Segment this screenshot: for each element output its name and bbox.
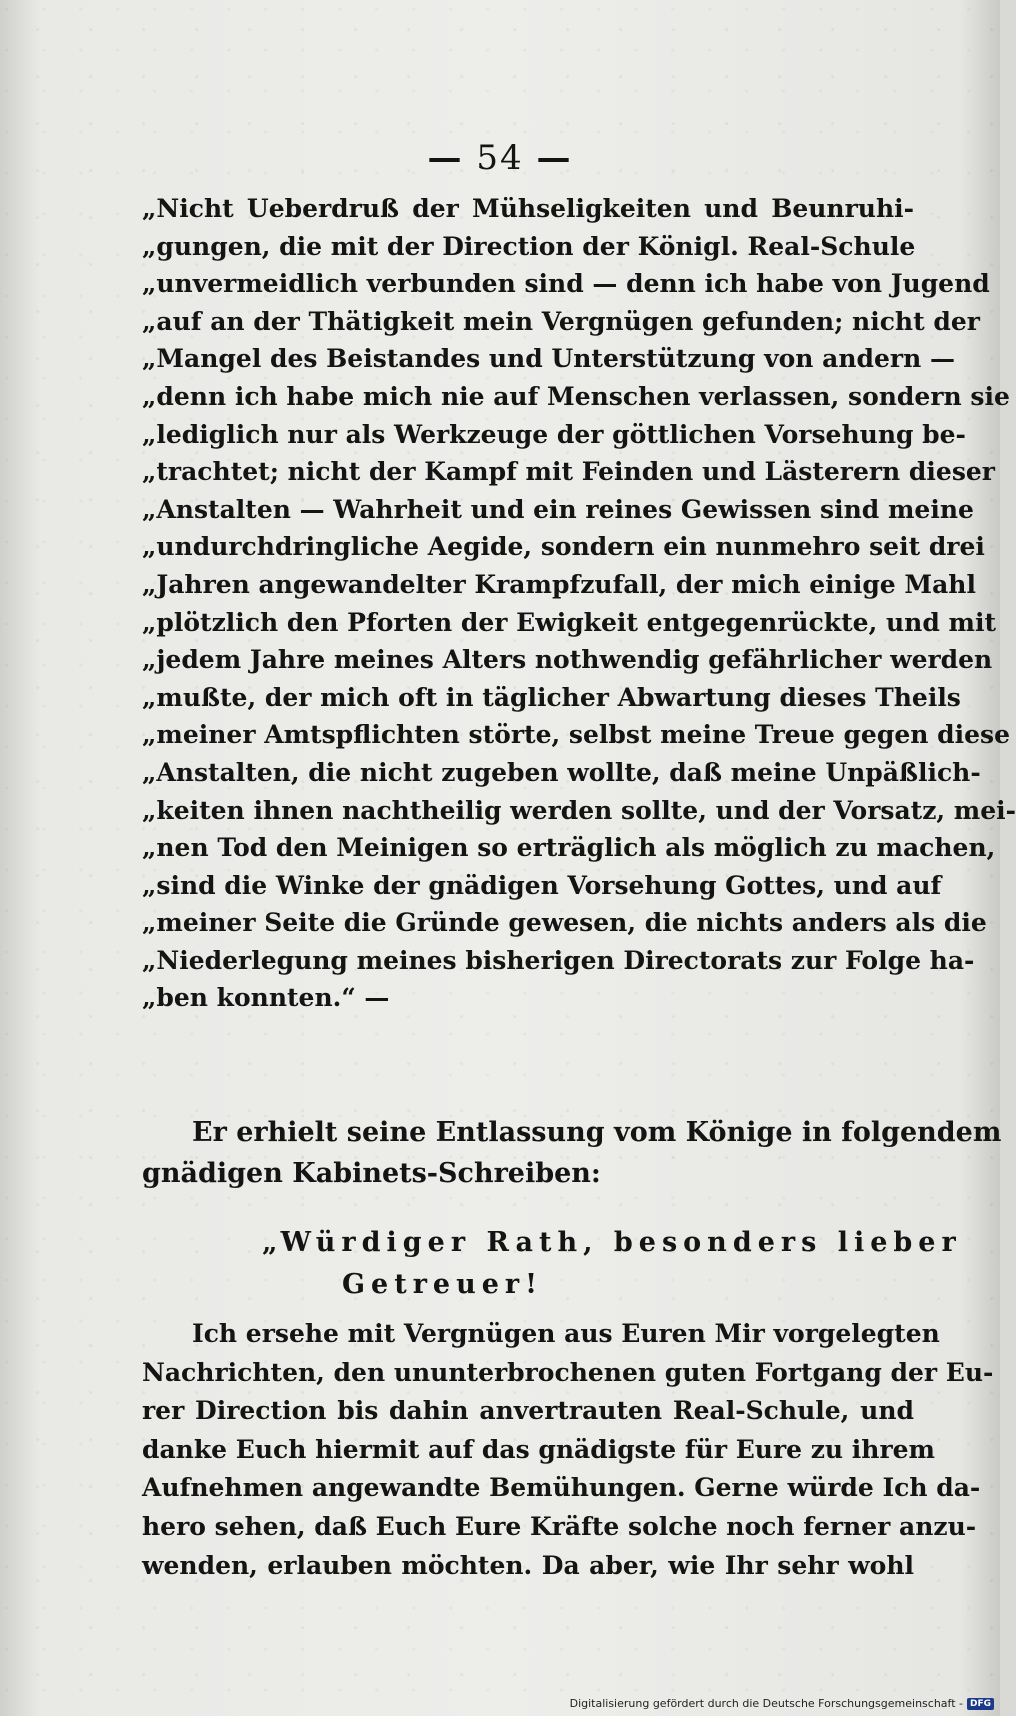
header-dash-left: — [427,138,464,178]
text-line: „Anstalten, die nicht zugeben wollte, daß meine Unpäßlich- [142,757,981,787]
text-line: danke Euch hiermit auf das gnädigste für Eure zu ihrem [142,1434,936,1464]
text-line: „meiner Amtspflichten störte, selbst meine Treue gegen diese [142,720,1010,750]
text-line: „lediglich nur als Werkzeuge der göttlichen Vorsehung be- [142,419,966,449]
footer-text: Digitalisierung gefördert durch die Deutsche Forschungsgemeinschaft - [569,1697,963,1710]
text-line: „jedem Jahre meines Alters nothwendig gefährlicher werden [142,645,993,675]
text-line: „undurchdringliche Aegide, sondern ein nunmehro seit drei [142,532,985,562]
text-line: „Jahren angewandelter Krampfzufall, der mich einige Mahl [142,569,976,599]
text-line: „Nicht Ueberdruß der Mühseligkeiten und Beunruhi- [142,194,914,223]
text-line: „plötzlich den Pforten der Ewigkeit entgegenrückte, und mit [142,607,997,637]
text-line: Er erhielt seine Entlassung vom Könige in folgendem [192,1117,1002,1148]
text-line: „meiner Seite die Gründe gewesen, die nichts anders als die [142,908,987,938]
dfg-logo: DFG [967,1698,994,1710]
page-header [0,138,1000,178]
text-line: „denn ich habe mich nie auf Menschen verlassen, sondern sie [142,381,1010,411]
text-line: „mußte, der mich oft in täglicher Abwartung dieses Theils [142,682,961,712]
text-line: „nen Tod den Meinigen so erträglich als möglich zu machen, [142,833,996,863]
text-line: rer Direction bis dahin anvertrauten Real-Schule, und [142,1396,914,1426]
text-line: wenden, erlauben möchten. Da aber, wie Ihr sehr wohl [142,1550,914,1580]
text-line: „Niederlegung meines bisherigen Directorats zur Folge ha- [142,945,975,975]
letter-salutation [262,1222,962,1306]
text-line: „Anstalten — Wahrheit und ein reines Gewissen sind meine [142,494,974,524]
text-line: „sind die Winke der gnädigen Vorsehung Gottes, und auf [142,870,942,900]
text-line: Aufnehmen angewandte Bemühungen. Gerne würde Ich da- [142,1473,981,1503]
paragraph-quote [142,190,1016,1017]
header-dash-right: — [536,138,573,178]
text-line: „trachtet; nicht der Kampf mit Feinden und Lästerern dieser [142,457,995,487]
text-line: Nachrichten, den ununterbrochenen guten Fortgang der Eu- [142,1357,994,1387]
paragraph-letter-body [142,1315,994,1585]
text-line: „auf an der Thätigkeit mein Vergnügen gefunden; nicht der [142,306,980,336]
text-line: gnädigen Kabinets-Schreiben: [142,1158,601,1189]
text-line: hero sehen, daß Euch Eure Kräfte solche noch ferner anzu- [142,1511,977,1541]
text-line: „Würdiger Rath, besonders lieber [262,1227,962,1258]
text-line: „unvermeidlich verbunden sind — denn ich habe von Jugend [142,269,990,299]
text-line: „Mangel des Beistandes und Unterstützung von andern — [142,344,955,374]
text-line: Getreuer! [342,1269,543,1300]
text-line: „gungen, die mit der Direction der Königl. Real-Schule [142,231,916,261]
digitization-footer [570,1697,994,1710]
text-line: „keiten ihnen nachtheilig werden sollte, und der Vorsatz, mei- [142,795,1016,825]
page-number: 54 [476,138,524,178]
text-line: Ich ersehe mit Vergnügen aus Euren Mir vorgelegten [192,1319,940,1348]
text-line: „ben konnten.“ — [142,983,390,1013]
paragraph-dismissal [142,1112,1002,1194]
